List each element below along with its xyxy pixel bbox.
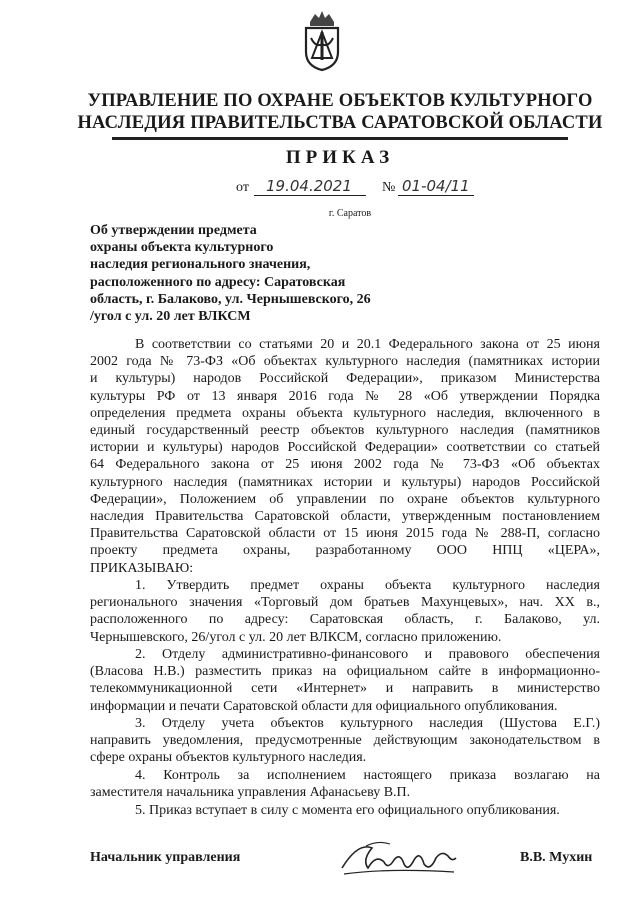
subject-line: охраны объекта культурного	[90, 240, 274, 256]
date-number-line	[236, 177, 476, 200]
item-line: регионального значения «Торговый дом братьев Махунцевых», нач. XX в.,	[90, 595, 600, 611]
preamble-line: наследия Правительства Саратовской области, утвержденным постановлением	[90, 509, 600, 525]
handwritten-signature-icon	[338, 838, 460, 880]
preamble-line: и культуры) народов Российской Федерации», приказом Министерства	[90, 371, 600, 387]
number-prefix: №	[382, 180, 396, 195]
item-line: (Власова Н.В.) разместить приказ на официальном сайте в информационно-	[90, 664, 600, 680]
preamble-line: 64 Федерального закона от 25 июня 2002 года № 73-ФЗ «Об объектах	[90, 457, 600, 473]
subject-line: Об утверждении предмета	[90, 223, 257, 238]
order-item-3	[90, 715, 600, 767]
preamble-line: культурного наследия (памятниках истории и культуры) народов Российской	[90, 474, 600, 490]
preamble-line: Правительства Саратовской области от 15 июня 2015 года № 288-П, согласно	[90, 526, 600, 542]
item-line: Чернышевского, 26/угол с ул. 20 лет ВЛКСМ, согласно приложению.	[90, 629, 502, 645]
item-line: заместителя начальника управления Афанасьеву В.П.	[90, 785, 411, 801]
item-line: 4. Контроль за исполнением настоящего приказа возлагаю на	[135, 768, 600, 783]
city-label: г. Саратов	[328, 208, 372, 219]
organization-name-line-1: УПРАВЛЕНИЕ ПО ОХРАНЕ ОБЪЕКТОВ КУЛЬТУРНОГО	[87, 91, 593, 111]
preamble-line: проекту предмета охраны, разработанному ООО НПЦ «ЦЕРА»,	[90, 543, 600, 559]
signatory-name: В.В. Мухин	[520, 850, 593, 865]
preamble-line: Федерации», Положением об управлении по охране объектов культурного	[90, 491, 600, 507]
preamble-line: ПРИКАЗЫВАЮ:	[90, 560, 194, 576]
order-item-2	[90, 646, 600, 715]
item-line: 5. Приказ вступает в силу с момента его официального опубликования.	[135, 803, 560, 818]
subject-line: наследия регионального значения,	[90, 257, 311, 273]
item-line: сфере охраны объектов культурного наследия.	[90, 750, 367, 766]
subject-block	[90, 222, 420, 325]
preamble-line: единый государственный реестр объектов культурного наследия (памятников	[90, 423, 600, 439]
preamble-line: истории и культуры) народов Российской Федерации» соответствии со статьей	[90, 440, 600, 456]
organization-name-line-2: НАСЛЕДИЯ ПРАВИТЕЛЬСТВА САРАТОВСКОЙ ОБЛАСТИ	[77, 113, 603, 133]
number-underline	[398, 195, 474, 196]
preamble-line: 2002 года № 73-ФЗ «Об объектах культурного наследия (памятниках истории	[90, 354, 600, 370]
order-item-4	[90, 767, 600, 801]
item-line: информации и печати Саратовской области для официального опубликования.	[90, 698, 558, 714]
number-value: 01-04/11	[402, 177, 470, 195]
date-prefix: от	[236, 180, 249, 195]
order-item-1	[90, 577, 600, 646]
item-line: 2. Отделу административно-финансового и правового обеспечения	[135, 647, 600, 662]
preamble-line: определения предмета охраны объекта культурного наследия, включенного в	[90, 405, 600, 421]
item-line: телекоммуникационной сети «Интернет» и направить в министерство	[90, 681, 600, 697]
item-line: направить уведомления, предусмотренные действующим законодательством в	[90, 733, 600, 749]
signatory-title: Начальник управления	[90, 850, 241, 865]
preamble-paragraph	[90, 336, 600, 577]
subject-line: область, г. Балаково, ул. Чернышевского, 26	[90, 291, 371, 307]
coat-of-arms-icon	[302, 8, 342, 72]
preamble-line: культуры РФ от 13 января 2016 года № 28 «Об утверждении Порядка	[90, 388, 600, 404]
item-line: 1. Утвердить предмет охраны объекта культурного наследия	[135, 578, 600, 593]
preamble-line: В соответствии со статьями 20 и 20.1 Федерального закона от 25 июня	[135, 337, 600, 352]
subject-line: расположенного по адресу: Саратовская	[90, 274, 346, 290]
document-type-title: ПРИКАЗ	[285, 147, 395, 168]
item-line: 3. Отделу учета объектов культурного наследия (Шустова Е.Г.)	[135, 716, 600, 731]
header-rule	[112, 137, 568, 140]
date-underline	[254, 195, 366, 196]
subject-line: /угол с ул. 20 лет ВЛКСМ	[90, 309, 251, 325]
item-line: расположенного по адресу: Саратовская область, г. Балаково, ул.	[90, 612, 600, 628]
date-value: 19.04.2021	[266, 177, 352, 195]
order-item-5	[90, 802, 600, 819]
